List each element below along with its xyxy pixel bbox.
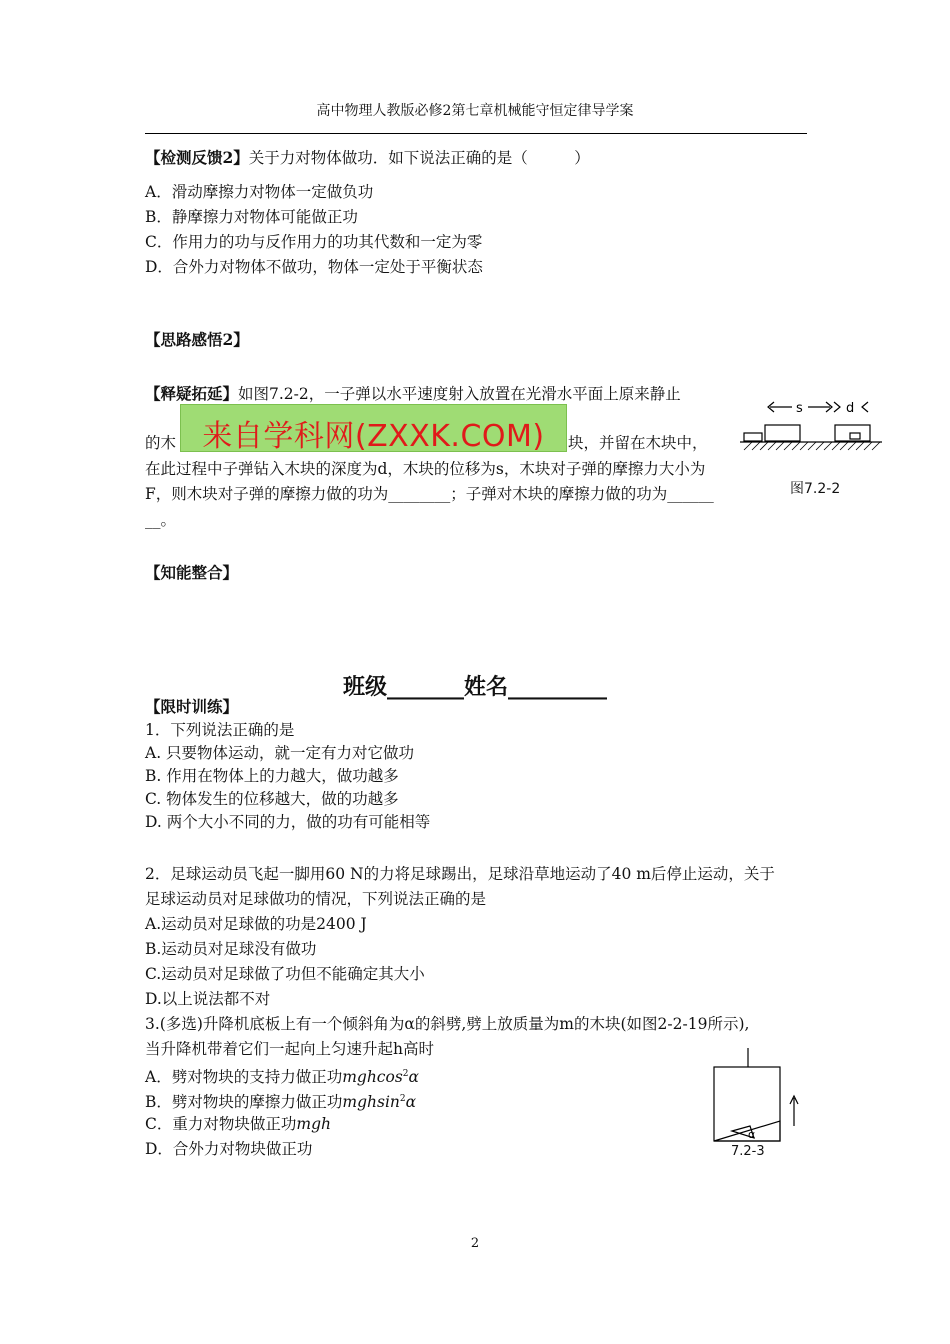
page-header: 高中物理人教版必修2第七章机械能守恒定律导学案 (316, 103, 634, 119)
extension-line-4: F，则木块对子弹的摩擦力做的功为________；子弹对木块的摩擦力做的功为______ (145, 485, 714, 503)
label-d: d (846, 401, 855, 416)
q3-stem-2: 当升降机带着它们一起向上匀速升起h高时 (145, 1040, 434, 1058)
q2-stem-1: 2．足球运动员飞起一脚用60 N的力将足球踢出，足球沿草地运动了40 m后停止运动，关于 (145, 865, 775, 883)
feedback-question (145, 148, 590, 168)
q2-option-b: B.运动员对足球没有做功 (145, 940, 317, 958)
q1-option-d: D. 两个大小不同的力，做的功有可能相等 (145, 813, 431, 831)
q2-stem-2: 足球运动员对足球做功的情况，下列说法正确的是 (145, 890, 487, 908)
q3-option-b-text: B．劈对物块的摩擦力做正功 (145, 1093, 343, 1112)
extension-line-1 (145, 384, 681, 404)
reflection-heading: 【思路感悟2】 (145, 330, 249, 349)
extension-tag: 【释疑拓延】 (145, 384, 239, 403)
bullet-block-figure (740, 396, 890, 466)
label-s: s (796, 401, 803, 416)
extension-text-1: 如图7.2-2，一子弹以水平速度射入放置在光滑水平面上原来静止 (238, 385, 681, 403)
extension-line-5: __。 (145, 511, 177, 529)
q3-option-b-alpha: α (405, 1093, 417, 1112)
extension-line-2-start: 的木 (145, 434, 177, 452)
q3-option-b-formula: mghsin (342, 1093, 400, 1112)
q3-option-b-sup: 2 (399, 1094, 406, 1104)
q3-option-a-alpha: α (408, 1068, 419, 1087)
q3-option-c (145, 1114, 331, 1134)
q3-option-a-sup: 2 (402, 1069, 409, 1079)
q3-option-d: D．合外力对物块做正功 (145, 1140, 313, 1158)
q3-option-c-text: C．重力对物块做正功 (145, 1115, 297, 1133)
page-number: 2 (470, 1236, 480, 1251)
q3-stem-1: 3.(多选)升降机底板上有一个倾斜角为α的斜劈,劈上放质量为m的木块(如图2-2-19所示), (145, 1015, 750, 1033)
watermark-text: 来自学科网(ZXXK.COM) (202, 419, 545, 454)
q1-stem: 1．下列说法正确的是 (145, 721, 295, 739)
extension-line-3: 在此过程中子弹钻入木块的深度为d，木块的位移为s，木块对子弹的摩擦力大小为 (145, 460, 706, 478)
figure-caption-7-2-2: 图7.2-2 (790, 481, 841, 497)
watermark-banner (180, 404, 567, 452)
feedback-option-d: D．合外力对物体不做功，物体一定处于平衡状态 (145, 258, 483, 276)
q3-option-b (145, 1089, 416, 1112)
q1-option-a: A. 只要物体运动，就一定有力对它做功 (145, 744, 415, 762)
integration-heading: 【知能整合】 (145, 563, 239, 582)
q3-option-a-text: A．劈对物块的支持力做正功 (145, 1068, 343, 1087)
class-name-title: 班级_______姓名_________ (342, 674, 607, 700)
q1-option-b: B. 作用在物体上的力越大，做功越多 (145, 767, 399, 785)
q1-option-c: C. 物体发生的位移越大，做的功越多 (145, 790, 399, 808)
feedback-tag: 【检测反馈2】 (145, 148, 249, 167)
q2-option-a: A.运动员对足球做的功是2400 J (145, 915, 367, 933)
header-rule (145, 133, 807, 134)
q3-option-a (145, 1064, 419, 1087)
feedback-stem: 关于力对物体做功．如下说法正确的是（ ） (248, 149, 590, 167)
q3-option-a-formula: mghcos (342, 1068, 403, 1087)
q3-option-c-formula: mgh (296, 1115, 331, 1133)
feedback-option-a: A．滑动摩擦力对物体一定做负功 (145, 183, 374, 201)
q2-option-c: C.运动员对足球做了功但不能确定其大小 (145, 965, 425, 983)
feedback-option-c: C．作用力的功与反作用力的功其代数和一定为零 (145, 233, 483, 251)
q2-option-d: D.以上说法都不对 (145, 990, 271, 1008)
extension-line-2-end: 块，并留在木块中， (568, 434, 708, 452)
timed-heading: 【限时训练】 (145, 697, 239, 716)
figure-caption-7-2-3: 7.2-3 (731, 1144, 765, 1159)
feedback-option-b: B．静摩擦力对物体可能做正功 (145, 208, 358, 226)
angle-alpha-label: α (748, 1128, 756, 1141)
